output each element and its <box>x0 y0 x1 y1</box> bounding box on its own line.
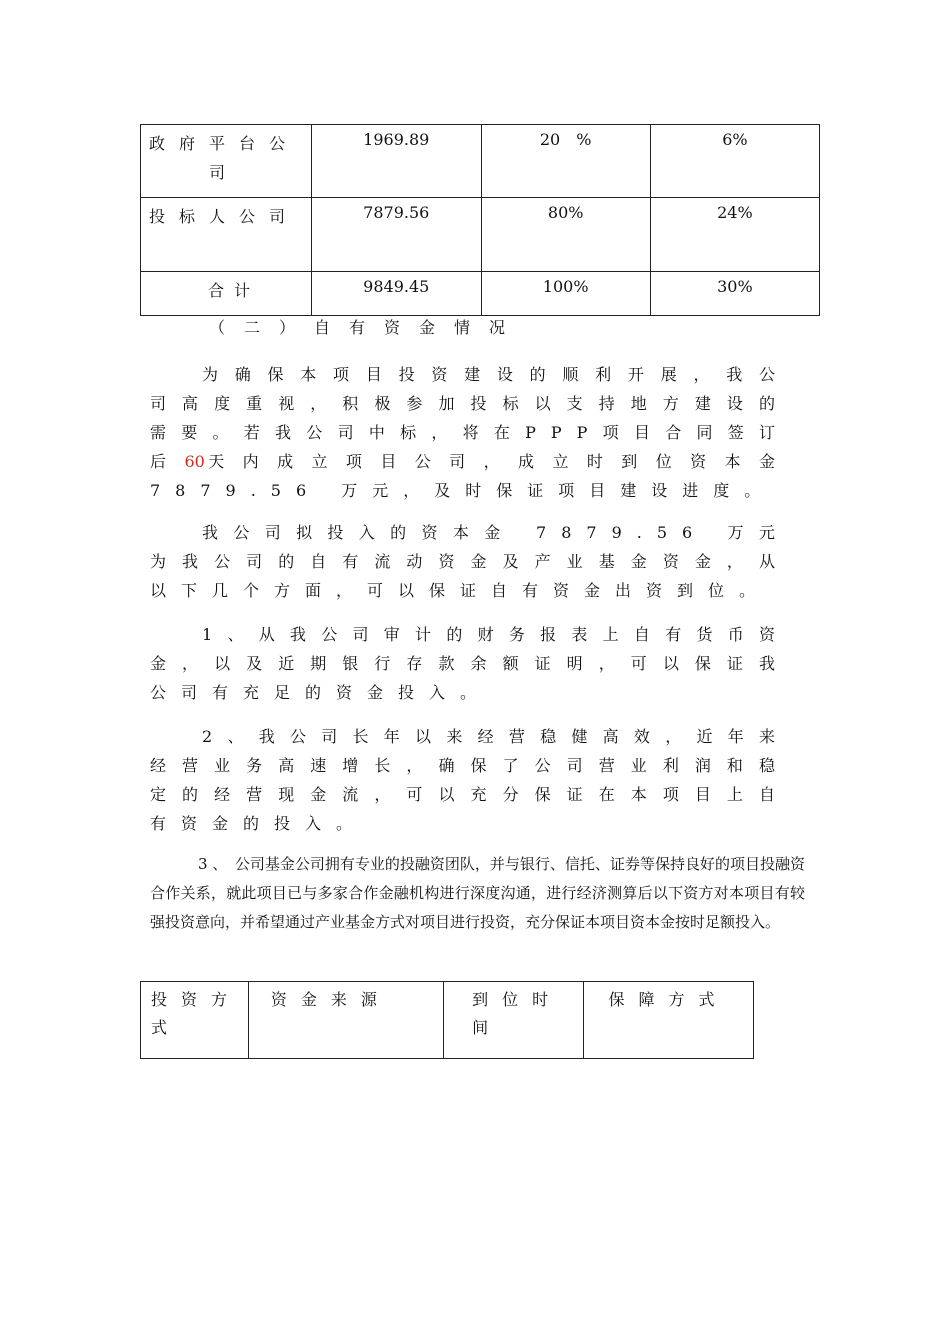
header-arrival <box>444 982 584 1059</box>
paragraph-point-2: 2、我公司长年以来经营稳健高效，近年来经营业务高速增长，确保了公司营业利润和稳定的经营现金流，可以充分保证在本项目上自有资金的投入。 <box>150 727 790 833</box>
amount-value: 7879.56 <box>363 203 430 222</box>
party-name: 合计 <box>207 281 260 300</box>
header-method-label: 投资方式 <box>151 990 242 1037</box>
paragraph-text: 为确保本项目投资建设的顺利开展，我公司高度重视，积极参加投标以支持地方建设的需要。若我公司中标，将在PPP项目合同签订后 <box>150 365 790 471</box>
ratio-value: 20 % <box>539 130 592 149</box>
ratio-value: 80% <box>547 203 584 222</box>
table-header-row <box>141 982 754 1059</box>
ratio-cell <box>481 272 650 316</box>
header-guarantee <box>584 982 754 1059</box>
ratio-value: 100% <box>542 277 589 296</box>
section-title: （二）自有资金情况 <box>209 318 525 337</box>
total-ratio-cell <box>650 272 819 316</box>
party-cell <box>141 125 312 198</box>
paragraph-point-3: 3 、 公司基金公司拥有专业的投融资团队，并与银行、信托、证券等保持良好的项目投融资合作关系，就此项目已与多家合作金融机构进行深度沟通，进行经济测算后以下资方对本项目有较强投资意向，并希望通过产业基金方式对项目进行投资，充分保证本项目资本金按时足额投入。 <box>150 855 805 931</box>
amount-cell <box>311 272 481 316</box>
total-ratio-value: 30% <box>717 277 753 296</box>
paragraph-capital: 我公司拟投入的资本金 7879.56 万元为我公司的自有流动资金及产业基金资金，从以下几个方面，可以保证自有资金出资到位。 <box>150 523 790 600</box>
amount-value: 1969.89 <box>363 130 430 149</box>
table-row <box>141 125 820 198</box>
total-ratio-value: 6% <box>722 130 748 149</box>
total-ratio-cell <box>650 198 819 272</box>
paragraph-point-1: 1、从我公司审计的财务报表上自有货币资金，以及近期银行存款余额证明，可以保证我公司有充足的资金投入。 <box>150 625 790 702</box>
total-ratio-value: 24% <box>717 203 753 222</box>
amount-cell <box>311 125 481 198</box>
header-source <box>248 982 443 1059</box>
party-name: 投标人公司 <box>149 207 300 226</box>
total-ratio-cell <box>650 125 819 198</box>
amount-cell <box>311 198 481 272</box>
header-guarantee-label: 保障方式 <box>608 990 729 1009</box>
party-name: 政府平台公司 <box>149 134 300 182</box>
table-row <box>141 198 820 272</box>
party-cell <box>141 198 312 272</box>
days-highlight: 60 <box>184 452 205 471</box>
table-row <box>141 272 820 316</box>
amount-value: 9849.45 <box>363 277 430 296</box>
ratio-cell <box>481 125 650 198</box>
paragraph-establish <box>150 360 790 505</box>
header-arrival-label: 到位时间 <box>472 990 563 1037</box>
capital-share-table <box>140 124 820 316</box>
header-source-label: 资金来源 <box>270 990 391 1009</box>
header-method <box>141 982 249 1059</box>
investment-table <box>140 981 754 1059</box>
ratio-cell <box>481 198 650 272</box>
party-cell <box>141 272 312 316</box>
paragraph-text: 天内成立项目公司，成立时到位资本金 7879.56 万元，及时保证项目建设进度。 <box>150 452 790 500</box>
